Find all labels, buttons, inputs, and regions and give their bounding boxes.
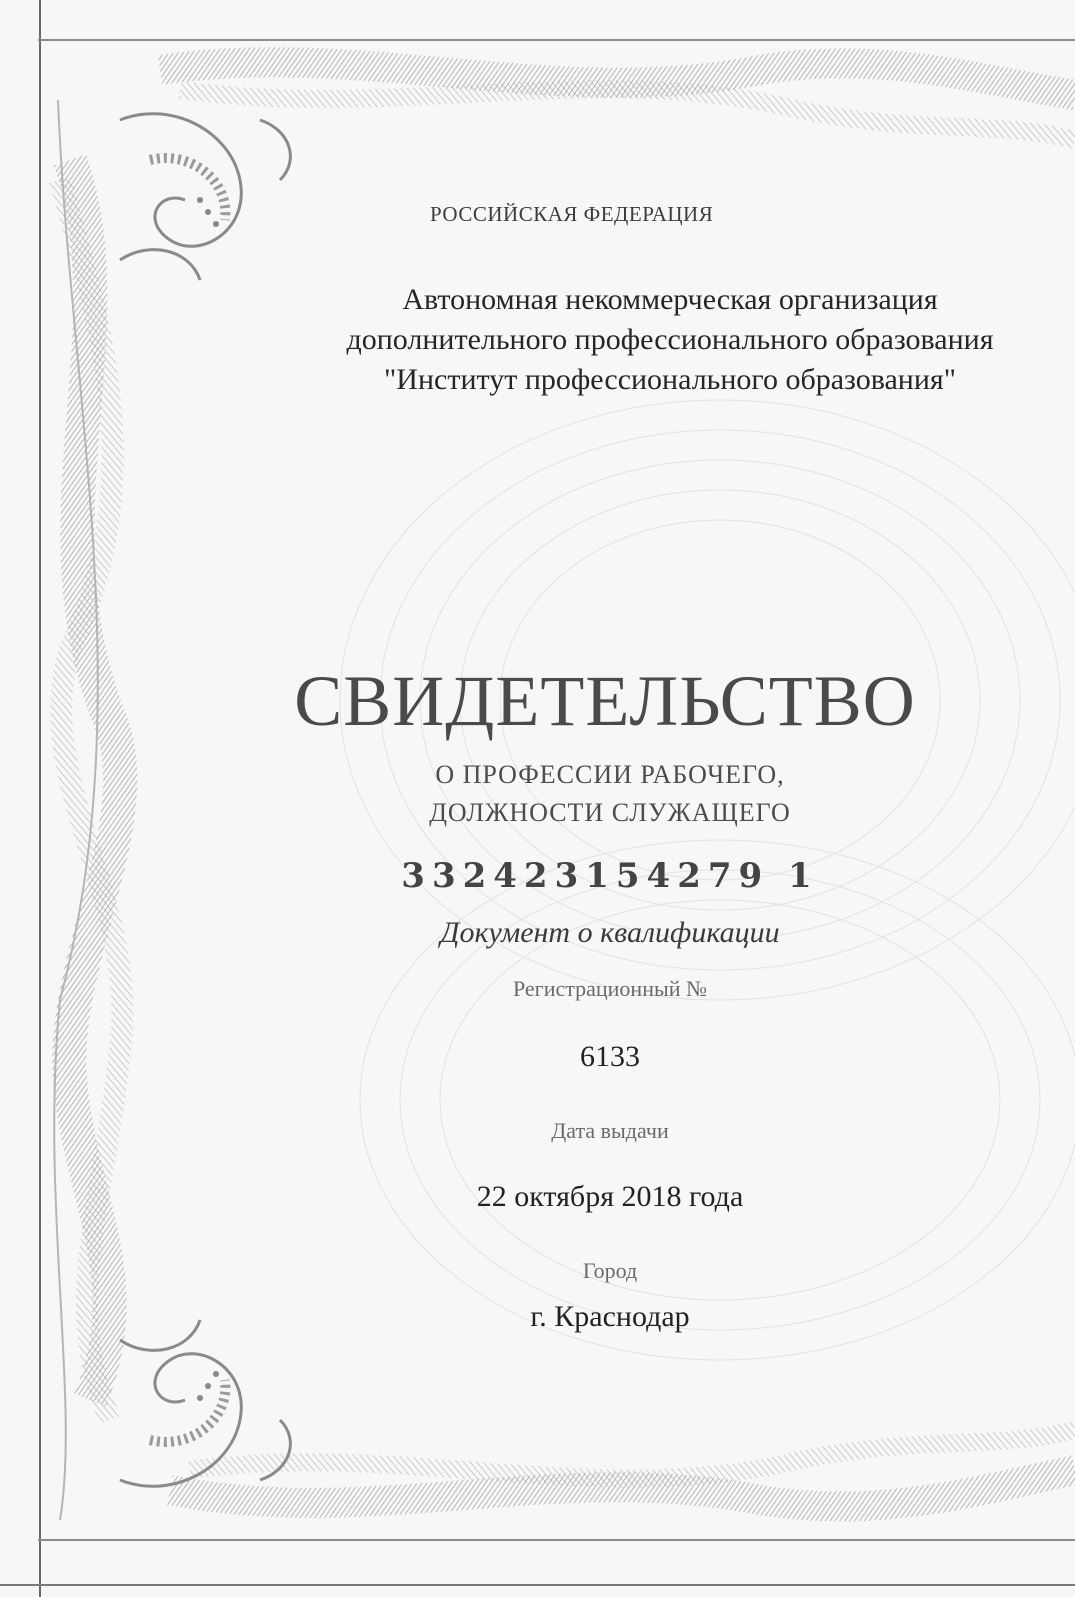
- issue-date-label: Дата выдачи: [551, 1118, 669, 1143]
- serial-number: 332423154279 1: [401, 856, 819, 896]
- corner-ornament-top-left: [120, 114, 290, 280]
- document-type: Документ о квалификации: [440, 916, 780, 949]
- city: г. Краснодар: [530, 1300, 690, 1333]
- organization-line-2: дополнительного профессионального образования: [346, 323, 994, 356]
- subtitle-line-1: О ПРОФЕССИИ РАБОЧЕГО,: [435, 760, 785, 789]
- certificate-title: СВИДЕТЕЛЬСТВО: [294, 661, 916, 741]
- organization-name: [290, 280, 1050, 400]
- country-heading: РОССИЙСКАЯ ФЕДЕРАЦИЯ: [430, 202, 714, 226]
- subtitle-line-2: ДОЛЖНОСТИ СЛУЖАЩЕГО: [429, 798, 791, 827]
- certificate-subtitle: [300, 756, 920, 832]
- registration-number: 6133: [580, 1040, 640, 1073]
- issue-date: 22 октября 2018 года: [476, 1180, 744, 1213]
- city-label: Город: [582, 1258, 638, 1283]
- registration-label: Регистрационный №: [512, 976, 708, 1001]
- organization-line-3: "Институт профессионального образования": [384, 363, 956, 396]
- organization-line-1: Автономная некоммерческая организация: [402, 283, 938, 316]
